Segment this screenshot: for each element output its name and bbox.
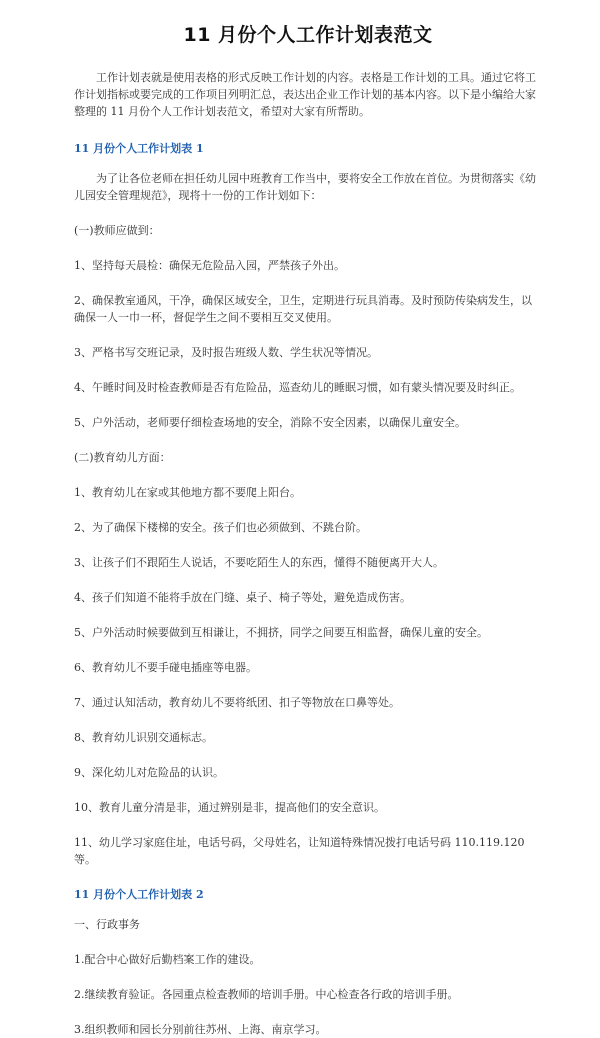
list-item: 2.继续教育验证。各园重点检查教师的培训手册。中心检查各行政的培训手册。 [74, 988, 459, 1001]
list-item: 3、让孩子们不跟陌生人说话，不要吃陌生人的东西，懂得不随便离开大人。 [74, 556, 444, 569]
list-item: 2、确保教室通风，干净，确保区域安全，卫生，定期进行玩具消毒。及时预防传染病发生，以确保一人一巾一杯，督促学生之间不要相互交叉使用。 [74, 294, 532, 324]
list-item: 5、户外活动，老师要仔细检查场地的安全，消除不安全因素，以确保儿童安全。 [74, 416, 466, 429]
page-title: 11 月份个人工作计划表范文 [183, 24, 433, 46]
list-item: 7、通过认知活动，教育幼儿不要将纸团、扣子等物放在口鼻等处。 [74, 696, 400, 709]
section2-subheading-admin: 一、行政事务 [74, 918, 140, 931]
list-item: 10、教育儿童分清是非，通过辨别是非，提高他们的安全意识。 [74, 801, 385, 814]
list-item: 3、严格书写交班记录，及时报告班级人数、学生状况等情况。 [74, 346, 378, 359]
list-item: 2、为了确保下楼梯的安全。孩子们也必须做到、不跳台阶。 [74, 521, 367, 534]
list-item: 1、坚持每天晨检：确保无危险品入园，严禁孩子外出。 [74, 259, 345, 272]
list-item: 5、户外活动时候要做到互相谦让，不拥挤，同学之间要互相监督，确保儿童的安全。 [74, 626, 488, 639]
list-item: 4、孩子们知道不能将手放在门缝、桌子、椅子等处，避免造成伤害。 [74, 591, 411, 604]
section1-intro: 为了让各位老师在担任幼儿园中班教育工作当中，要将安全工作放在首位。为贯彻落实《幼儿园安全管理规范》，现将十一份的工作计划如下： [74, 172, 536, 202]
list-item: 11、幼儿学习家庭住址，电话号码，父母姓名，让知道特殊情况拨打电话号码 110.119.120 等。 [74, 836, 525, 866]
list-item: 3.组织教师和园长分别前往苏州、上海、南京学习。 [74, 1023, 327, 1036]
section1-subheading-teachers: (一)教师应做到： [74, 224, 160, 237]
list-item: 1.配合中心做好后勤档案工作的建设。 [74, 953, 261, 966]
list-item: 8、教育幼儿识别交通标志。 [74, 731, 213, 744]
section-heading-2: 11 月份个人工作计划表 2 [74, 888, 204, 901]
list-item: 6、教育幼儿不要手碰电插座等电器。 [74, 661, 257, 674]
list-item: 4、午睡时间及时检查教师是否有危险品，巡查幼儿的睡眠习惯，如有蒙头情况要及时纠正。 [74, 381, 521, 394]
list-item: 1、教育幼儿在家或其他地方都不要爬上阳台。 [74, 486, 301, 499]
section1-subheading-children: (二)教育幼儿方面： [74, 451, 171, 464]
section-heading-1: 11 月份个人工作计划表 1 [74, 142, 204, 155]
intro-paragraph: 工作计划表就是使用表格的形式反映工作计划的内容。表格是工作计划的工具。通过它将工作计划指标或要完成的工作项目列明汇总，表达出企业工作计划的基本内容。以下是小编给大家整理的 11 月份个人工作计划表范文，希望对大家有所帮助。 [74, 71, 536, 118]
list-item: 9、深化幼儿对危险品的认识。 [74, 766, 224, 779]
